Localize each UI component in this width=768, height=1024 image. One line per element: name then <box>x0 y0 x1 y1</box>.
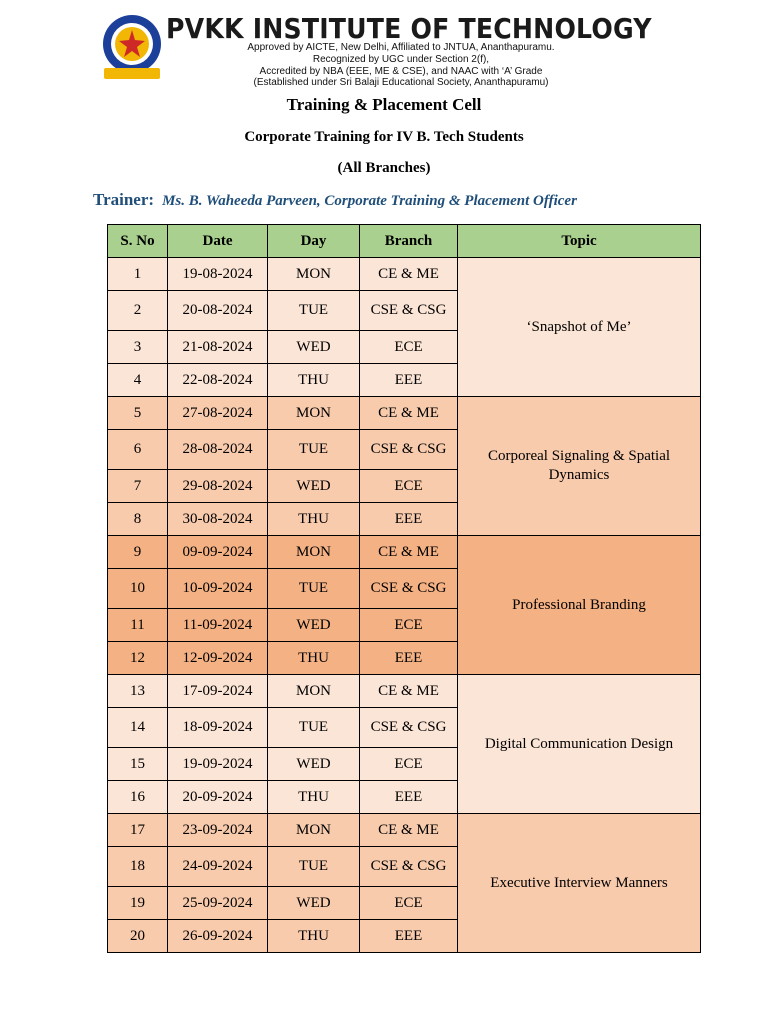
ugc-line: Recognized by UGC under Section 2(f), <box>312 54 490 65</box>
cell-topic: Digital Communication Design <box>458 675 701 814</box>
institute-name: PVKK INSTITUTE OF TECHNOLOGY <box>166 12 652 45</box>
cell-day: THU <box>268 781 360 814</box>
cell-date: 10-09-2024 <box>168 569 268 609</box>
header-day: Day <box>268 225 360 258</box>
header-date: Date <box>168 225 268 258</box>
cell-branch: CE & ME <box>360 258 458 291</box>
institute-logo <box>100 14 164 80</box>
cell-sno: 10 <box>108 569 168 609</box>
cell-topic: Executive Interview Manners <box>458 814 701 953</box>
cell-branch: CSE & CSG <box>360 430 458 470</box>
cell-sno: 4 <box>108 364 168 397</box>
cell-date: 20-09-2024 <box>168 781 268 814</box>
cell-branch: EEE <box>360 781 458 814</box>
cell-branch: CSE & CSG <box>360 569 458 609</box>
cell-branch: CSE & CSG <box>360 847 458 887</box>
cell-day: TUE <box>268 430 360 470</box>
cell-date: 20-08-2024 <box>168 291 268 331</box>
table-row <box>108 675 701 708</box>
cell-day: MON <box>268 397 360 430</box>
cell-day: TUE <box>268 291 360 331</box>
letterhead <box>0 0 768 90</box>
cell-branch: ECE <box>360 887 458 920</box>
cell-date: 28-08-2024 <box>168 430 268 470</box>
cell-date: 27-08-2024 <box>168 397 268 430</box>
cell-date: 19-08-2024 <box>168 258 268 291</box>
cell-sno: 5 <box>108 397 168 430</box>
cell-branch: EEE <box>360 364 458 397</box>
accreditation-line: Accredited by NBA (EEE, ME & CSE), and NAAC with ‘A’ Grade <box>259 66 543 77</box>
cell-sno: 18 <box>108 847 168 887</box>
cell-date: 23-09-2024 <box>168 814 268 847</box>
cell-sno: 9 <box>108 536 168 569</box>
cell-day: TUE <box>268 569 360 609</box>
cell-day: WED <box>268 331 360 364</box>
cell-sno: 12 <box>108 642 168 675</box>
cell-day: WED <box>268 887 360 920</box>
cell-date: 21-08-2024 <box>168 331 268 364</box>
cell-date: 22-08-2024 <box>168 364 268 397</box>
society-line: (Established under Sri Balaji Educational Society, Ananthapuramu) <box>253 77 549 88</box>
cell-topic: Corporeal Signaling & Spatial Dynamics <box>458 397 701 536</box>
cell-date: 26-09-2024 <box>168 920 268 953</box>
cell-day: MON <box>268 675 360 708</box>
cell-day: WED <box>268 470 360 503</box>
cell-date: 18-09-2024 <box>168 708 268 748</box>
cell-branch: CE & ME <box>360 814 458 847</box>
cell-branch: CE & ME <box>360 536 458 569</box>
cell-topic: ‘Snapshot of Me’ <box>458 258 701 397</box>
program-title: Corporate Training for IV B. Tech Students <box>244 129 524 145</box>
cell-sno: 17 <box>108 814 168 847</box>
cell-date: 29-08-2024 <box>168 470 268 503</box>
cell-sno: 19 <box>108 887 168 920</box>
cell-date: 17-09-2024 <box>168 675 268 708</box>
cell-day: THU <box>268 920 360 953</box>
cell-branch: ECE <box>360 470 458 503</box>
cell-branch: EEE <box>360 920 458 953</box>
cell-branch: CE & ME <box>360 675 458 708</box>
cell-sno: 7 <box>108 470 168 503</box>
cell-sno: 13 <box>108 675 168 708</box>
cell-day: TUE <box>268 708 360 748</box>
cell-day: WED <box>268 609 360 642</box>
cell-date: 24-09-2024 <box>168 847 268 887</box>
cell-sno: 1 <box>108 258 168 291</box>
header-topic: Topic <box>458 225 701 258</box>
cell-branch: ECE <box>360 331 458 364</box>
cell-sno: 16 <box>108 781 168 814</box>
cell-day: THU <box>268 503 360 536</box>
cell-sno: 3 <box>108 331 168 364</box>
cell-day: TUE <box>268 847 360 887</box>
cell-day: MON <box>268 814 360 847</box>
cell-branch: ECE <box>360 609 458 642</box>
cell-date: 25-09-2024 <box>168 887 268 920</box>
cell-branch: CE & ME <box>360 397 458 430</box>
cell-day: WED <box>268 748 360 781</box>
schedule-table <box>107 224 701 953</box>
cell-sno: 8 <box>108 503 168 536</box>
cell-day: THU <box>268 364 360 397</box>
cell-branch: CSE & CSG <box>360 291 458 331</box>
cell-sno: 20 <box>108 920 168 953</box>
cell-sno: 2 <box>108 291 168 331</box>
cell-sno: 14 <box>108 708 168 748</box>
cell-date: 19-09-2024 <box>168 748 268 781</box>
cell-date: 30-08-2024 <box>168 503 268 536</box>
cell-date: 09-09-2024 <box>168 536 268 569</box>
trainer-label: Trainer: <box>93 190 155 209</box>
cell-sno: 15 <box>108 748 168 781</box>
cell-branch: CSE & CSG <box>360 708 458 748</box>
cell-branch: ECE <box>360 748 458 781</box>
table-header-row <box>108 225 701 258</box>
table-row <box>108 536 701 569</box>
cell-day: THU <box>268 642 360 675</box>
approval-line: Approved by AICTE, New Delhi, Affiliated to JNTUA, Ananthapuramu. <box>247 42 555 53</box>
trainer-line <box>93 190 577 210</box>
branches-title: (All Branches) <box>337 160 431 176</box>
header-sno: S. No <box>108 225 168 258</box>
cell-title: Training & Placement Cell <box>286 95 482 114</box>
cell-day: MON <box>268 258 360 291</box>
table-row <box>108 258 701 291</box>
cell-topic: Professional Branding <box>458 536 701 675</box>
trainer-name: Ms. B. Waheeda Parveen, Corporate Training & Placement Officer <box>162 193 577 209</box>
cell-sno: 11 <box>108 609 168 642</box>
cell-sno: 6 <box>108 430 168 470</box>
schedule-body <box>108 258 701 953</box>
cell-date: 11-09-2024 <box>168 609 268 642</box>
cell-day: MON <box>268 536 360 569</box>
cell-branch: EEE <box>360 642 458 675</box>
cell-branch: EEE <box>360 503 458 536</box>
cell-date: 12-09-2024 <box>168 642 268 675</box>
header-branch: Branch <box>360 225 458 258</box>
table-row <box>108 397 701 430</box>
table-row <box>108 814 701 847</box>
